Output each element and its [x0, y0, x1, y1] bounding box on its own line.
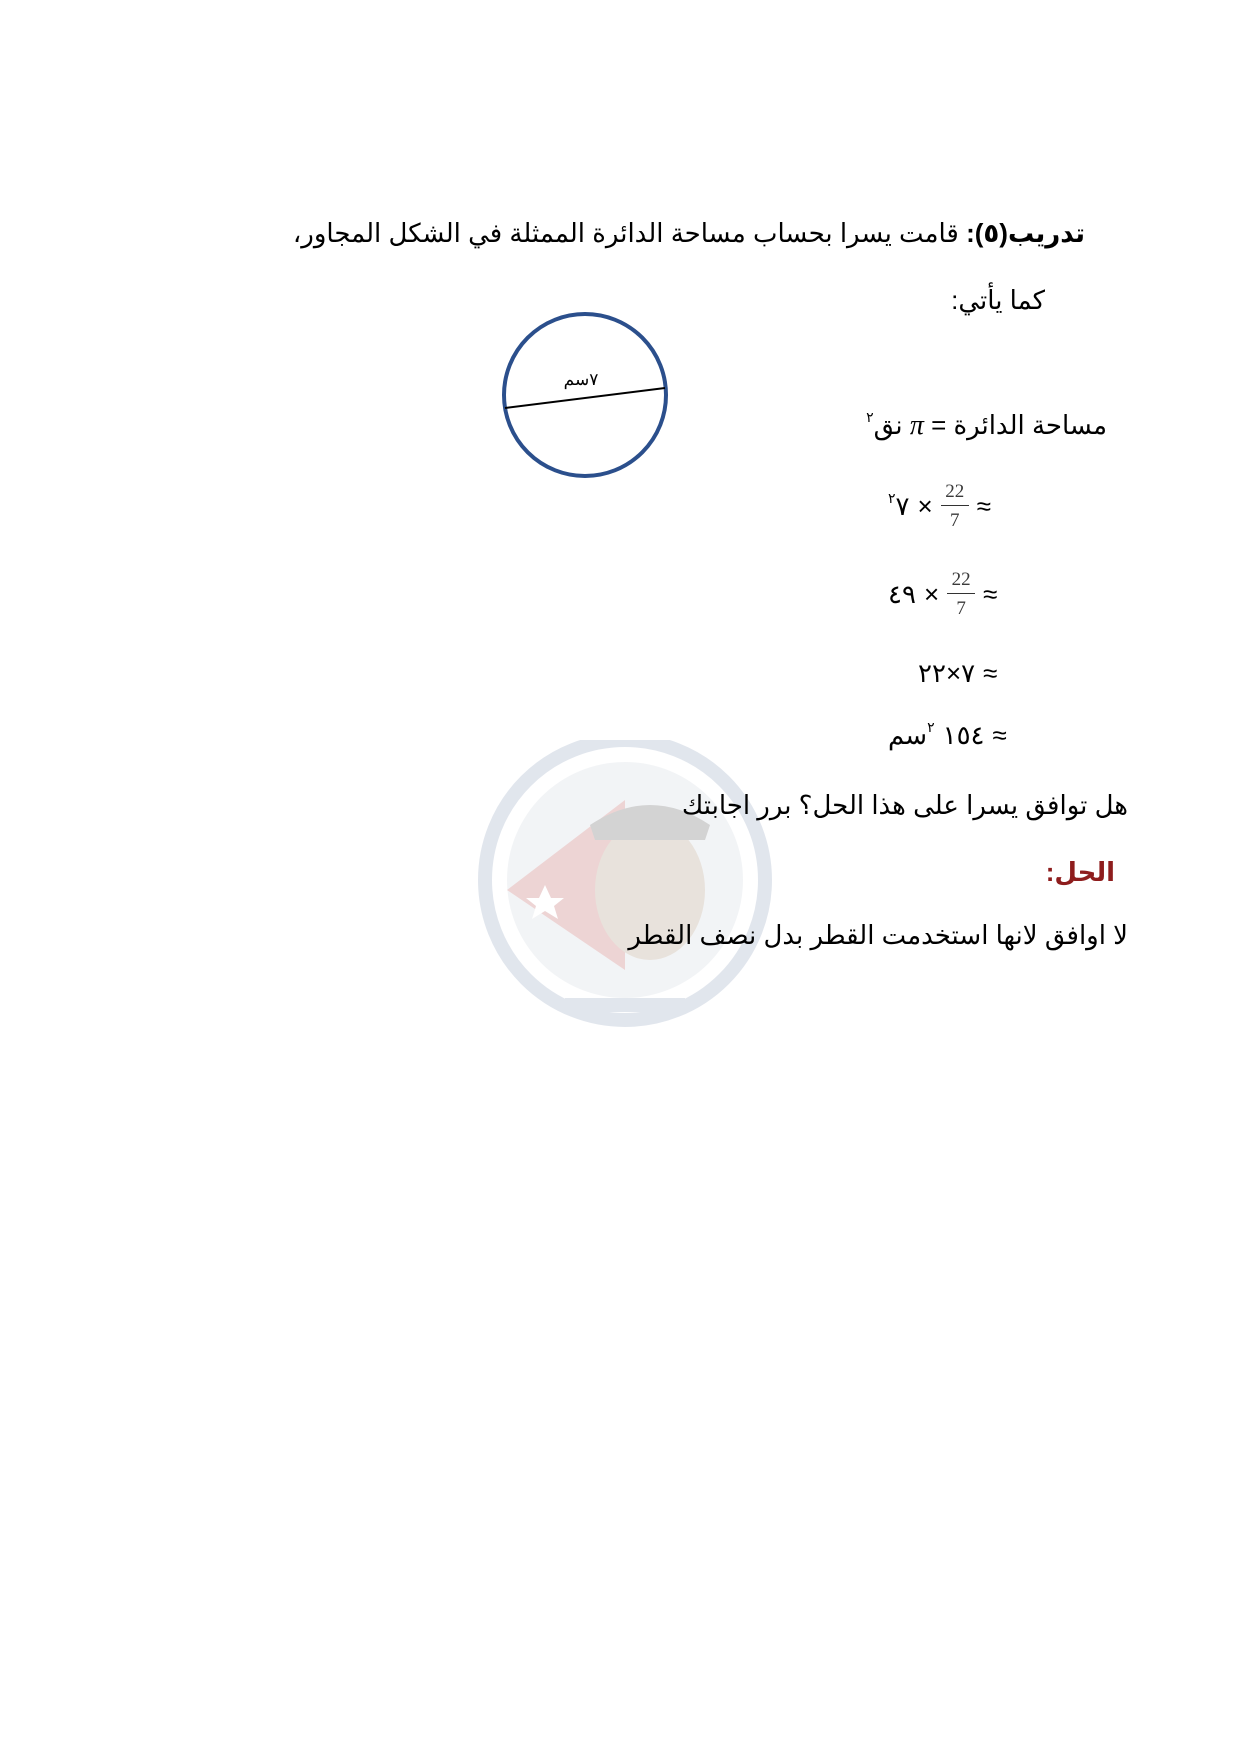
- step4-unit: $^٢$سم: [888, 719, 935, 750]
- step-1: [888, 482, 991, 530]
- step-3: [918, 658, 997, 689]
- area-formula: [866, 410, 1107, 442]
- step4-approx: ≈: [992, 720, 1007, 750]
- exercise-label: تدريب(٥):: [966, 218, 1085, 248]
- step2-approx: ≈: [983, 578, 998, 609]
- circle-outline: [504, 314, 666, 476]
- solution-label: الحل:: [1045, 857, 1115, 887]
- step1-times: ×: [917, 490, 933, 521]
- step2-value: ٤٩: [888, 578, 916, 609]
- step4-value: ١٥٤: [942, 720, 985, 750]
- step1-value: $^٢$٧: [888, 489, 910, 521]
- watermark-emblem: [465, 740, 785, 1040]
- formula-exponent: ٢: [866, 409, 874, 425]
- circle-figure: [495, 305, 675, 485]
- exercise-text: قامت يسرا بحساب مساحة الدائرة الممثلة في الشكل المجاور،: [292, 218, 959, 248]
- step2-times: ×: [923, 578, 940, 609]
- formula-left: مساحة الدائرة =: [931, 410, 1107, 440]
- formula-right: نق: [873, 410, 903, 440]
- solution-answer: لا اوافق لانها استخدمت القطر بدل نصف القطر: [628, 920, 1128, 950]
- step1-fraction: $\frac{22}{7}$: [941, 482, 969, 530]
- step3-approx: ≈: [983, 658, 998, 688]
- exercise-statement: [293, 218, 1085, 249]
- step-4: [888, 720, 1007, 751]
- step1-approx: ≈: [976, 490, 991, 521]
- question-text: هل توافق يسرا على هذا الحل؟ برر اجابتك: [681, 790, 1128, 820]
- diameter-line: [505, 388, 665, 408]
- pi-symbol: π: [909, 410, 924, 441]
- exercise-continuation: كما يأتي:: [951, 285, 1045, 315]
- step-2: [888, 570, 997, 618]
- step2-fraction: $\frac{22}{7}$: [947, 570, 975, 618]
- step3-text: ٧×٢٢: [918, 658, 976, 688]
- diameter-label: ٧سم: [563, 370, 599, 389]
